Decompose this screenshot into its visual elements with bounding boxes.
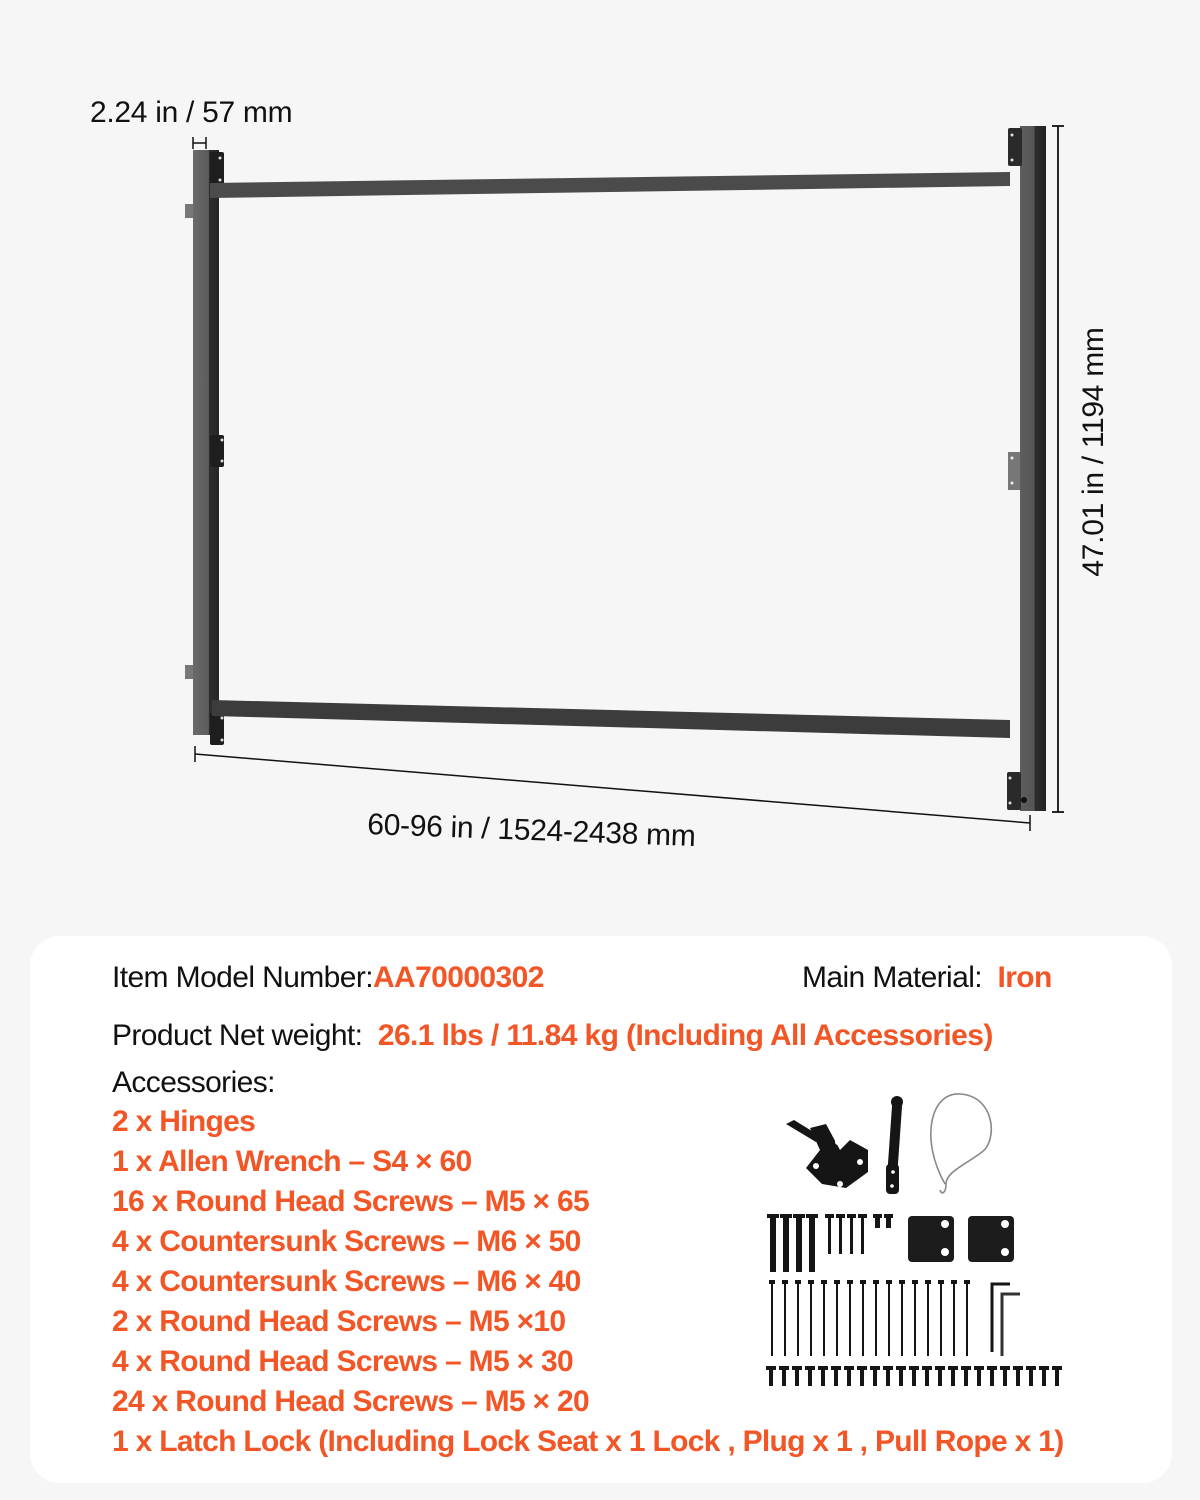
accessory-item: 1 x Latch Lock (Including Lock Seat x 1 Lock , Plug x 1 , Pull Rope x 1): [112, 1425, 1064, 1458]
net-weight-label: Product Net weight:: [112, 1019, 363, 1052]
accessory-item: 4 x Round Head Screws – M5 × 30: [112, 1345, 573, 1378]
material-value: Iron: [997, 961, 1052, 994]
right-post: [1007, 126, 1046, 811]
height-label: 47.01 in / 1194 mm: [1077, 327, 1110, 577]
height-dimension-line: [1052, 126, 1064, 812]
accessory-item: 16 x Round Head Screws – M5 × 65: [112, 1185, 589, 1218]
model-number-label: Item Model Number:: [112, 961, 373, 994]
short-screws-icon: [766, 1366, 1062, 1386]
medium-screws-icon: [769, 1280, 970, 1356]
model-number-row: [112, 961, 544, 995]
material-label: Main Material:: [802, 961, 982, 994]
latch-lock-icon: [786, 1120, 868, 1188]
accessory-item: 24 x Round Head Screws – M5 × 20: [112, 1385, 589, 1418]
post-width-marker: [193, 137, 206, 149]
accessory-item: 4 x Countersunk Screws – M6 × 50: [112, 1225, 581, 1258]
total-width-label: 60-96 in / 1524-2438 mm: [366, 808, 697, 854]
accessories-photo: [760, 1080, 1080, 1400]
material-row: [802, 961, 1052, 995]
allen-wrench-icon: [992, 1284, 1020, 1356]
top-rail: [210, 172, 1010, 198]
accessories-label: Accessories:: [112, 1066, 275, 1099]
accessory-item: 4 x Countersunk Screws – M6 × 40: [112, 1265, 581, 1298]
net-weight-row: [112, 1019, 993, 1053]
accessory-item: 2 x Hinges: [112, 1105, 256, 1138]
accessory-item: 1 x Allen Wrench – S4 × 60: [112, 1145, 472, 1178]
net-weight-value: 26.1 lbs / 11.84 kg (Including All Accessories): [377, 1019, 993, 1052]
bottom-rail: [212, 700, 1010, 738]
lock-plug-icon: [886, 1096, 903, 1194]
hinges-icon: [908, 1216, 1014, 1262]
post-width-label: 2.24 in / 57 mm: [90, 96, 293, 129]
left-post: [185, 150, 224, 745]
pull-rope-icon: [931, 1094, 991, 1193]
accessories-heading: [112, 1066, 275, 1100]
screws-icon: [767, 1214, 893, 1272]
accessory-item: 2 x Round Head Screws – M5 ×10: [112, 1305, 566, 1338]
model-number-value: AA70000302: [372, 961, 544, 994]
